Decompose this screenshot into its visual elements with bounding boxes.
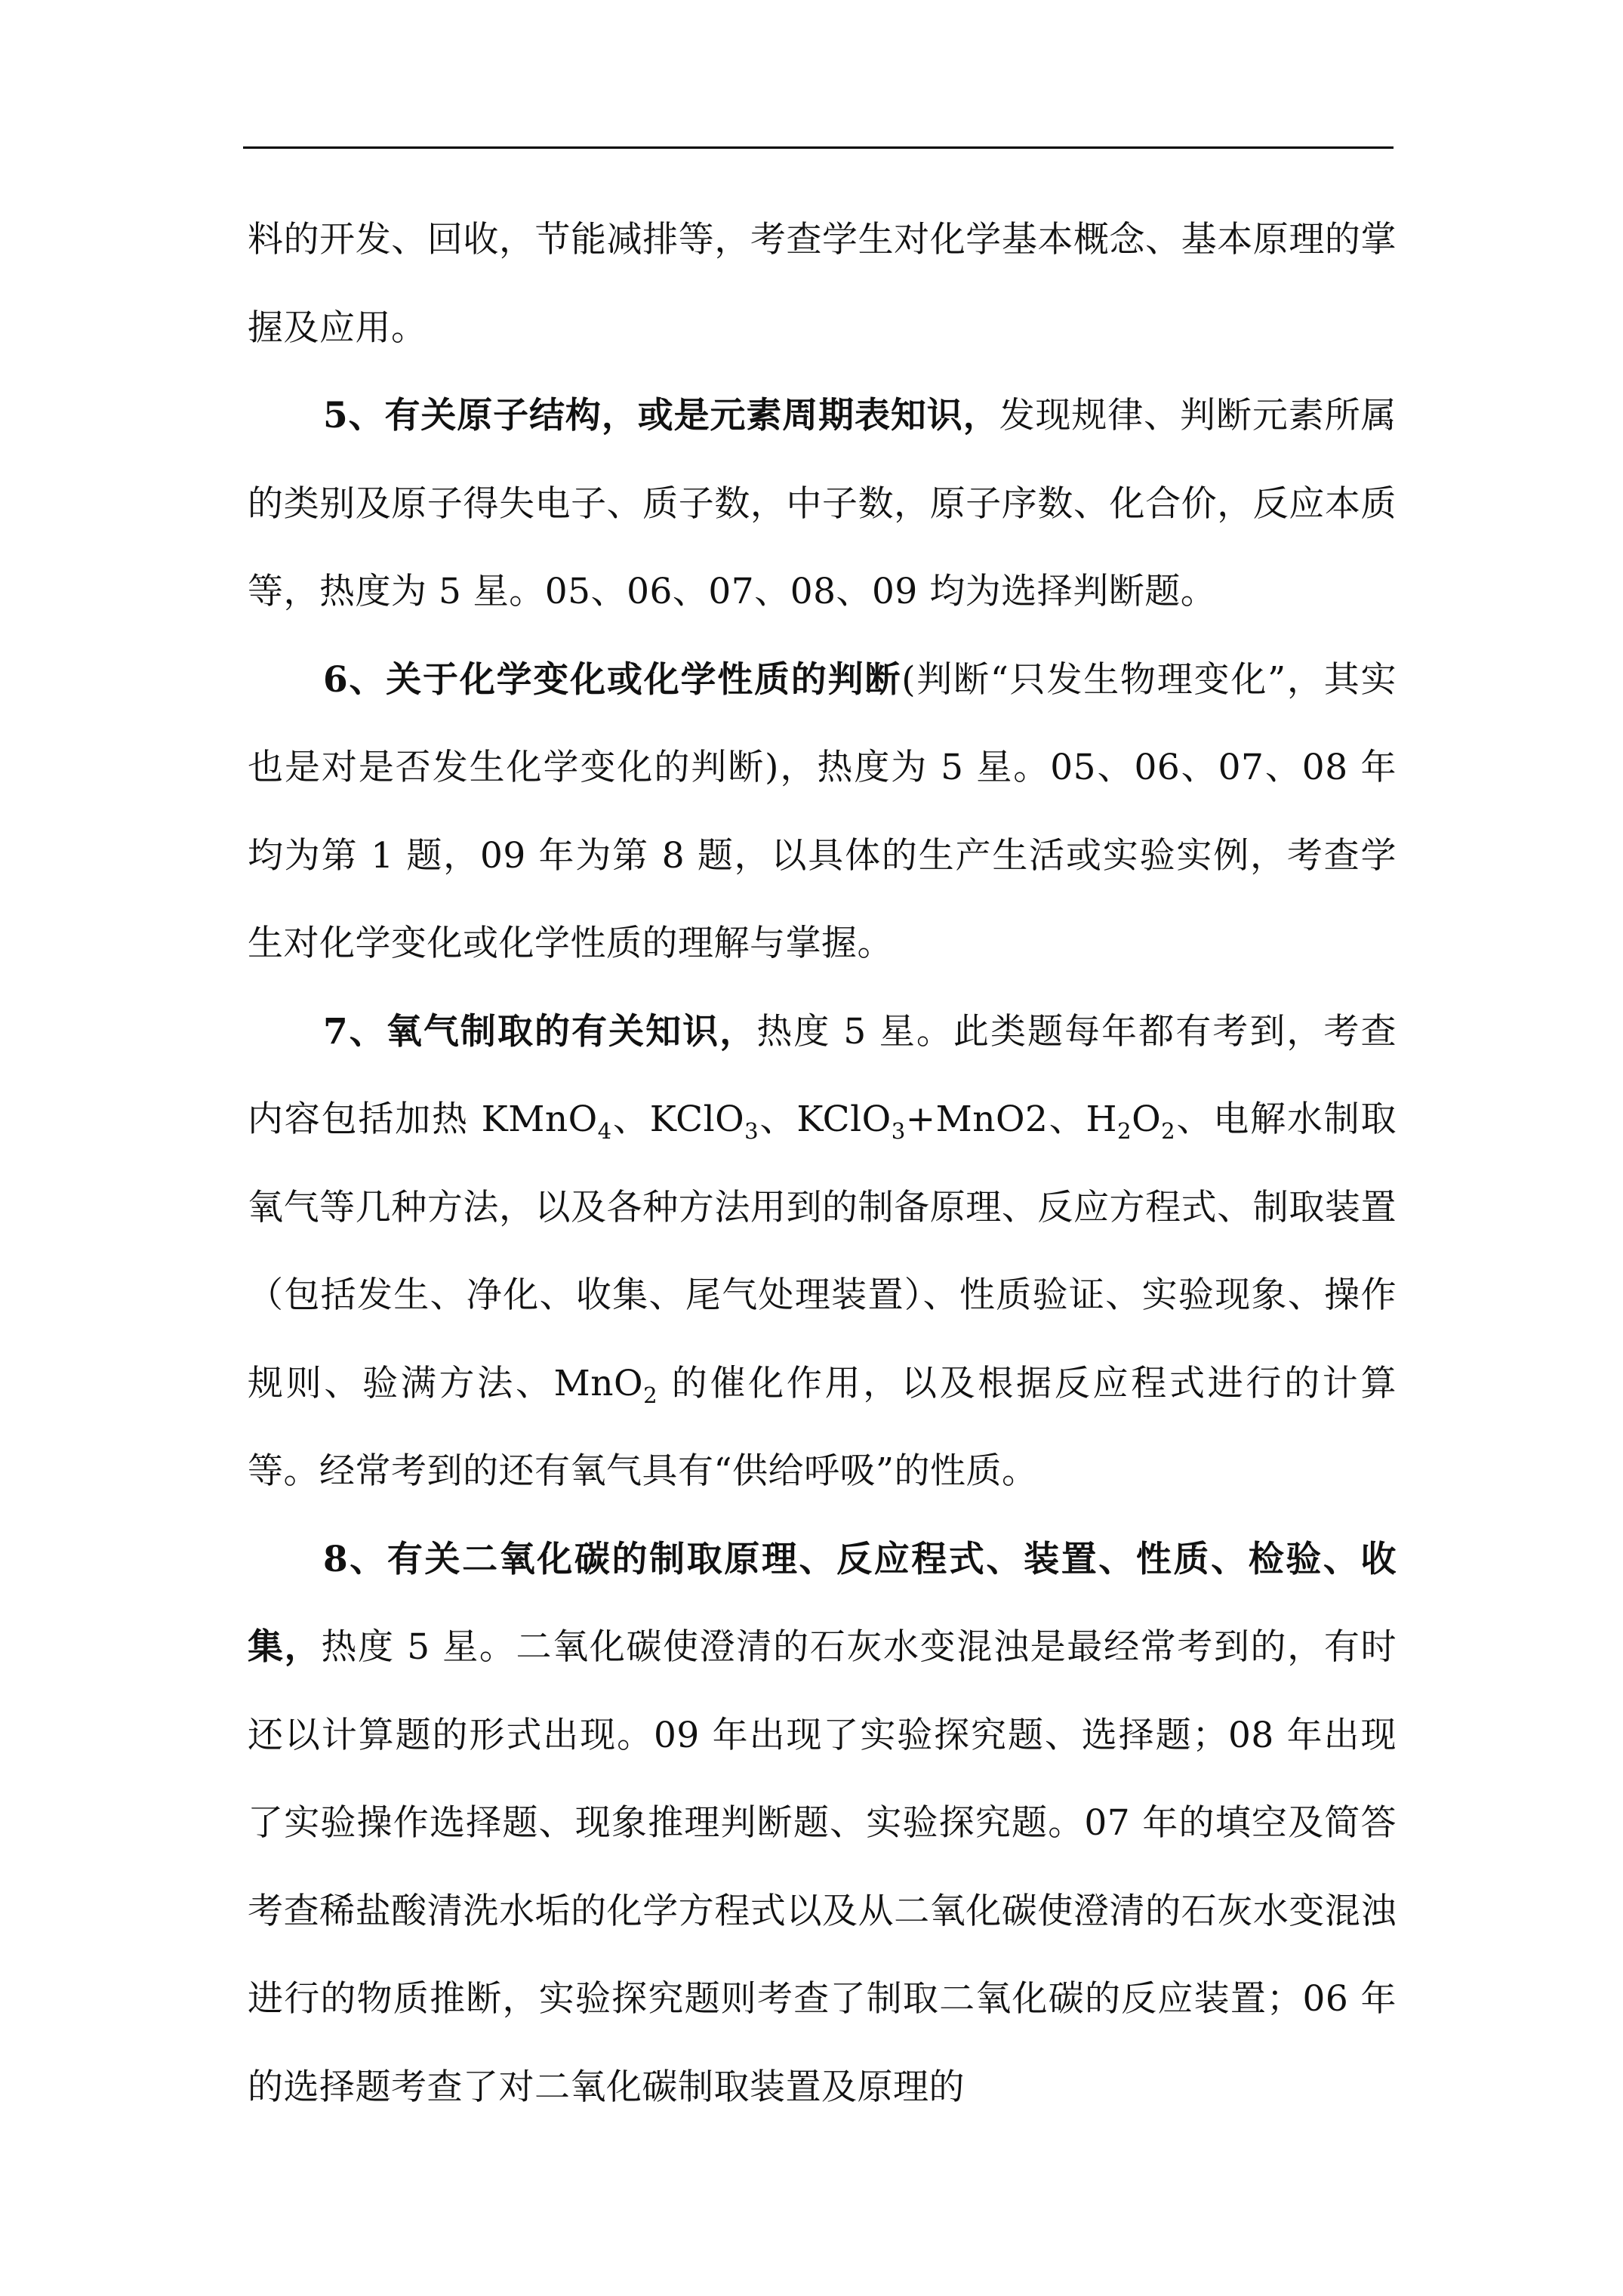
item-7-body-part: 、电解水制取氧气等几种方法，以及各种方法用到的制备原理、反应方程式、制取装置（包括发生、净化、收集、尾气处理装置）、性质验证、实验现象、操作规则、验满方法、MnO xyxy=(248,1099,1397,1404)
formula-mno2-h: +MnO2、H xyxy=(905,1099,1118,1140)
paragraph-item-6 xyxy=(248,636,1397,988)
item-7-body-part: 热度 5 星。此类题每年都有考到，考查内容包括加热 xyxy=(248,1010,1397,1140)
formula-o: O xyxy=(1132,1099,1162,1140)
paragraph-item-8 xyxy=(248,1516,1397,2132)
formula-subscript: 3 xyxy=(744,1118,759,1145)
item-7-heading: 7、氧气制取的有关知识， xyxy=(323,1010,757,1052)
paragraph-item-7 xyxy=(248,988,1397,1516)
formula-subscript: 3 xyxy=(891,1118,906,1145)
formula-subscript: 2 xyxy=(643,1382,658,1408)
formula-kmno: KMnO xyxy=(481,1099,598,1140)
header-rule xyxy=(243,146,1394,149)
item-7-body-part: 的催化作用，以及根据反应程式进行的计算等。经常考到的还有氧气具有“供给呼吸”的性质。 xyxy=(248,1362,1397,1492)
paragraph-item-5 xyxy=(248,372,1397,636)
item-6-heading: 6、关于化学变化或化学性质的判断 xyxy=(323,658,902,701)
document-body xyxy=(248,196,1397,2131)
formula-subscript: 2 xyxy=(1117,1118,1132,1145)
formula-kclo: 、KClO xyxy=(611,1099,745,1140)
formula-subscript: 2 xyxy=(1161,1118,1176,1145)
paragraph-continuation xyxy=(248,196,1397,372)
paragraph-text: 料的开发、回收，节能减排等，考查学生对化学基本概念、基本原理的掌握及应用。 xyxy=(248,219,1397,349)
formula-subscript: 4 xyxy=(597,1118,612,1145)
item-8-body: 热度 5 星。二氧化碳使澄清的石灰水变混浊是最经常考到的，有时还以计算题的形式出现。09 年出现了实验探究题、选择题；08 年出现了实验操作选择题、现象推理判断题、实验探究题。07 年的填空及简答考查稀盐酸清洗水垢的化学方程式以及从二氧化碳使澄清的石灰水变混浊进行的物质推断，实验探究题则考查了制取二氧化碳的反应装置；06 年的选择题考查了对二氧化碳制取装置及原理的 xyxy=(248,1626,1397,2108)
item-5-body: 发现规律、判断元素所属的类别及原子得失电子、质子数，中子数，原子序数、化合价，反应本质等，热度为 5 星。05、06、07、08、09 均为选择判断题。 xyxy=(248,395,1397,612)
item-6-body: (判断“只发生物理变化”，其实也是对是否发生化学变化的判断)，热度为 5 星。05、06、07、08 年均为第 1 题，09 年为第 8 题，以具体的生产生活或实验实例，考查学生对化学变化或化学性质的理解与掌握。 xyxy=(248,658,1397,964)
item-5-heading: 5、有关原子结构，或是元素周期表知识， xyxy=(323,395,999,436)
item-8-heading: 8、有关二氧化碳的制取原理、反应程式、装置、性质、检验、收集， xyxy=(248,1538,1397,1668)
formula-kclo: 、KClO xyxy=(759,1099,892,1140)
